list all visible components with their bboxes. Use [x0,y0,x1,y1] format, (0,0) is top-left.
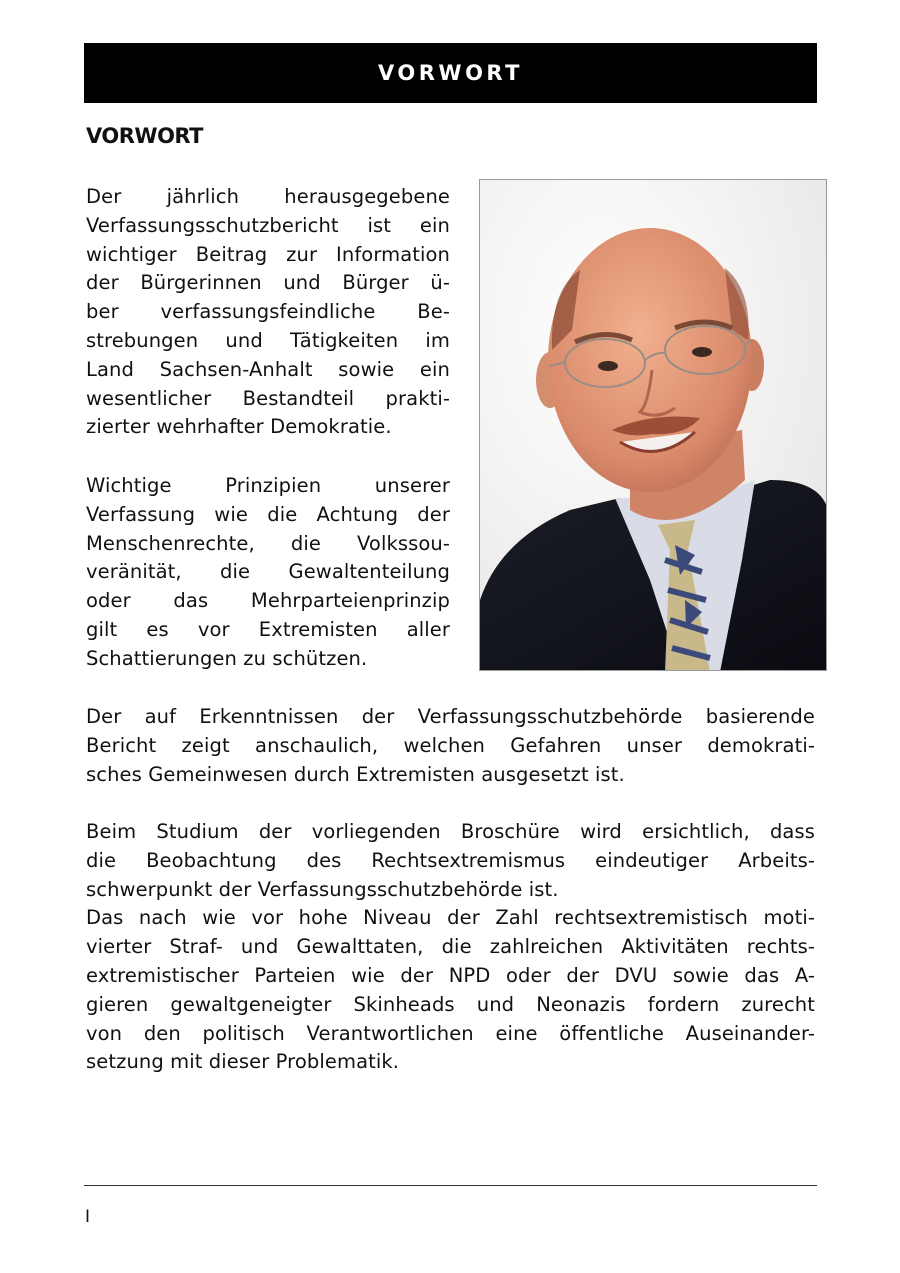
text-line: veränität, die Gewaltenteilung [86,560,450,584]
text-line: der Bürgerinnen und Bürger ü- [86,271,450,295]
text-line: gieren gewaltgeneigter Skinheads und Neonazis fordern zurecht [86,992,815,1016]
page-number: I [85,1207,91,1227]
paragraph-4 [86,818,815,1077]
text-line: Der jährlich herausgegebene [86,185,450,208]
text-line: Wichtige Prinzipien unserer [86,474,450,497]
banner-title: VORWORT [378,61,523,85]
text-line: oder das Mehrparteienprinzip [86,589,450,613]
text-line: Menschenrechte, die Volkssou- [86,531,450,555]
text-line: sches Gemeinwesen durch Extremisten ausgesetzt ist. [86,762,625,786]
paragraph-2 [86,472,450,674]
text-line: Land Sachsen-Anhalt sowie ein [86,357,450,381]
text-line: Der auf Erkenntnissen der Verfassungsschutzbehörde basierende [86,705,815,728]
header-banner [84,43,817,103]
section-heading: VORWORT [86,124,203,148]
text-line: von den politisch Verantwortlichen eine öffentliche Auseinander- [86,1021,815,1045]
text-line: Schattierungen zu schützen. [86,646,368,670]
text-line: Bericht zeigt anschaulich, welchen Gefahren unser demokrati- [86,733,815,757]
text-line: extremistischer Parteien wie der NPD oder der DVU sowie das A- [86,963,815,987]
text-line: strebungen und Tätigkeiten im [86,328,450,352]
text-line: wichtiger Beitrag zur Information [86,242,450,266]
paragraph-1 [86,183,450,442]
paragraph-3 [86,703,815,789]
text-line: schwerpunkt der Verfassungsschutzbehörde ist. [86,877,559,901]
text-line: gilt es vor Extremisten aller [86,617,450,641]
portrait-illustration [480,180,827,671]
text-line: Verfassungsschutzbericht ist ein [86,213,450,237]
text-line: vierter Straf- und Gewalttaten, die zahlreichen Aktivitäten rechts- [86,935,815,959]
footer-divider [84,1185,817,1186]
text-line: wesentlicher Bestandteil prakti- [86,386,450,410]
text-line: die Beobachtung des Rechtsextremismus eindeutiger Arbeits- [86,848,815,872]
text-line: zierter wehrhafter Demokratie. [86,415,392,439]
portrait-photo [479,179,827,671]
text-line: ber verfassungsfeindliche Be- [86,300,450,324]
text-line: setzung mit dieser Problematik. [86,1050,400,1074]
text-line: Das nach wie vor hohe Niveau der Zahl rechtsextremistisch moti- [86,906,815,930]
text-line: Verfassung wie die Achtung der [86,502,450,526]
text-line: Beim Studium der vorliegenden Broschüre wird ersichtlich, dass [86,820,815,843]
